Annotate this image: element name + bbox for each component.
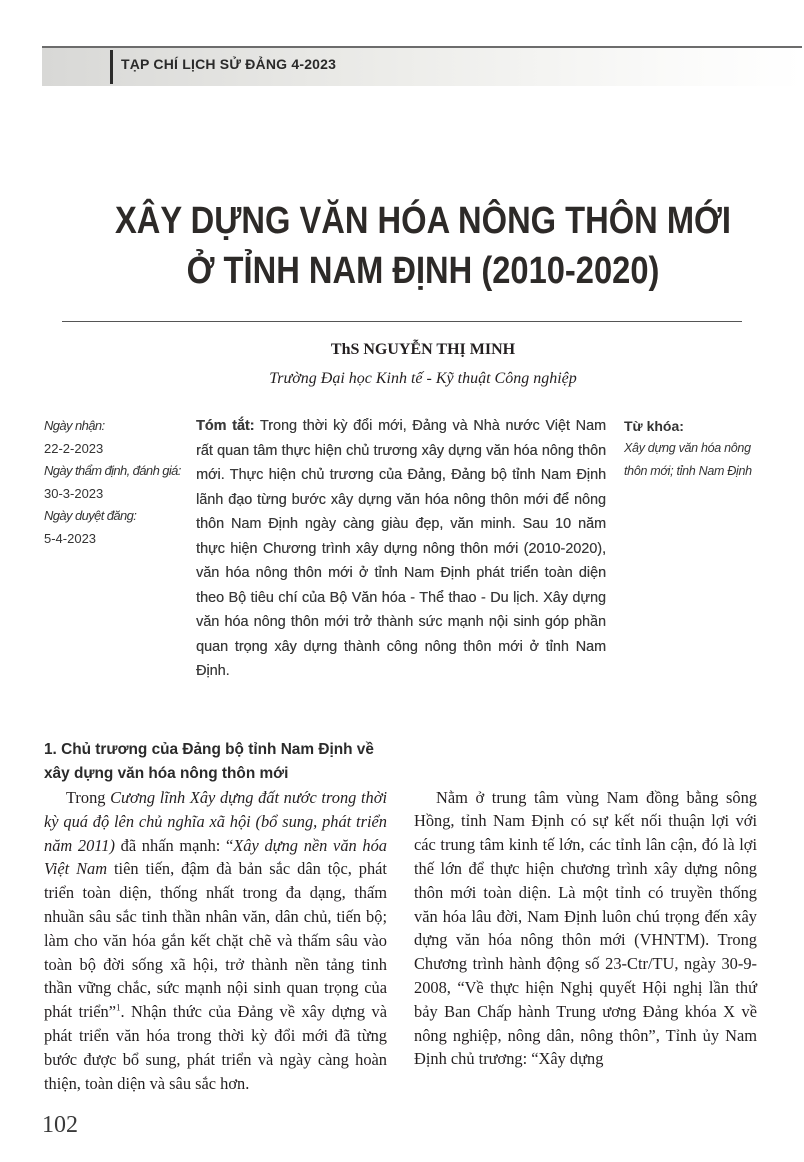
page-number: 102 — [42, 1112, 78, 1138]
accepted-date: 5-4-2023 — [44, 530, 97, 546]
article-title-line-1: XÂY DỰNG VĂN HÓA NÔNG THÔN MỚI — [114, 200, 732, 242]
article-title — [95, 196, 750, 296]
footnote-marker: 1 — [116, 1002, 121, 1013]
received-label: Ngày nhận: — [44, 418, 105, 433]
body-column-right — [414, 738, 757, 1071]
section-heading: 1. Chủ trương của Đảng bộ tỉnh Nam Định về xây dựng văn hóa nông thôn mới — [44, 741, 374, 782]
paragraph-1-citation: Cương lĩnh Xây dựng đất nước trong thời kỳ quá độ lên chủ nghĩa xã hội (bổ sung, phát triển năm 2011) — [44, 788, 388, 855]
header-rule — [42, 46, 802, 48]
body-column-left — [44, 738, 387, 1095]
journal-title: TẠP CHÍ LỊCH SỬ ĐẢNG 4-2023 — [121, 56, 337, 72]
keywords — [624, 415, 774, 482]
reviewed-label: Ngày thẩm định, đánh giá: — [44, 463, 181, 478]
article-title-line-2: Ở TỈNH NAM ĐỊNH (2010-2020) — [186, 250, 660, 292]
keywords-text: Xây dựng văn hóa nông thôn mới; tỉnh Nam Định — [624, 441, 752, 478]
header-accent-bar — [110, 50, 113, 84]
paragraph-1-text-a: Trong — [66, 788, 111, 807]
paragraph-1 — [44, 786, 387, 1095]
article-dates — [44, 415, 184, 550]
reviewed-date: 30-3-2023 — [44, 485, 104, 501]
abstract — [196, 414, 606, 684]
abstract-label: Tóm tắt: — [196, 418, 255, 434]
author-name: ThS NGUYỄN THỊ MINH — [330, 341, 516, 358]
paragraph-1-quote: tiên tiến, đậm đà bản sắc dân tộc, phát triển toàn diện, thống nhất trong đa dạng, thấm nhuần sâu sắc tinh thần nhân văn, dân chủ, tiến bộ; làm cho văn hóa gắn kết chặt chẽ và thấm sâu vào toàn bộ đời sống xã hội, trở thành nền tảng tinh thần vững chắc, sức mạnh nội sinh quan trọng của phát triển” — [44, 859, 387, 1022]
title-divider — [62, 321, 742, 322]
received-date: 22-2-2023 — [44, 440, 104, 456]
keywords-label: Từ khóa: — [624, 418, 684, 434]
abstract-text: Trong thời kỳ đổi mới, Đảng và Nhà nước Việt Nam rất quan tâm thực hiện chủ trương xây dựng văn hóa nông thôn mới. Thực hiện chủ trương của Đảng, Đảng bộ tỉnh Nam Định lãnh đạo từng bước xây dựng văn hóa nông thôn mới để nông thôn Nam Định ngày càng giàu đẹp, văn minh. Sau 10 năm thực hiện Chương trình xây dựng nông thôn mới (2010-2020), văn hóa nông thôn mới ở tỉnh Nam Định phát triển toàn diện theo Bộ tiêu chí của Bộ Văn hóa - Thể thao - Du lịch. Xây dựng văn hóa nông thôn mới trở thành sức mạnh nội sinh góp phần quan trọng xây dựng thành công nông thôn mới ở tỉnh Nam Định. — [196, 418, 606, 679]
accepted-label: Ngày duyệt đăng: — [44, 508, 137, 523]
paragraph-2: Nằm ở trung tâm vùng Nam đồng bằng sông Hồng, tỉnh Nam Định có sự kết nối thuận lợi với các trung tâm kinh tế lớn, các tỉnh lân cận, đó là lợi thế lớn để thực hiện chương trình xây dựng nông thôn mới toàn diện. Là một tỉnh có truyền thống văn hóa lâu đời, Nam Định luôn chú trọng đến xây dựng văn hóa nông thôn mới (VHNTM). Trong Chương trình hành động số 23-Ctr/TU, ngày 30-9-2008, “Về thực hiện Nghị quyết Hội nghị lần thứ bảy Ban Chấp hành Trung ương Đảng khóa X về nông nghiệp, nông dân, nông thôn”, Tỉnh ủy Nam Định chủ trương: “Xây dựng — [414, 787, 757, 1069]
paragraph-1-text-c: đã nhấn mạnh: “ — [114, 835, 234, 855]
author-affiliation: Trường Đại học Kinh tế - Kỹ thuật Công nghiệp — [269, 370, 577, 387]
paragraph-1-text-f: . Nhận thức của Đảng về xây dựng và phát triển văn hóa trong thời kỳ đổi mới đã từng bước được bổ sung, phát triển và ngày càng hoàn thiện, toàn diện và sâu sắc hơn. — [44, 1002, 387, 1093]
paragraph-1-quote-start: Xây dựng nền văn hóa Việt Nam — [44, 835, 387, 879]
